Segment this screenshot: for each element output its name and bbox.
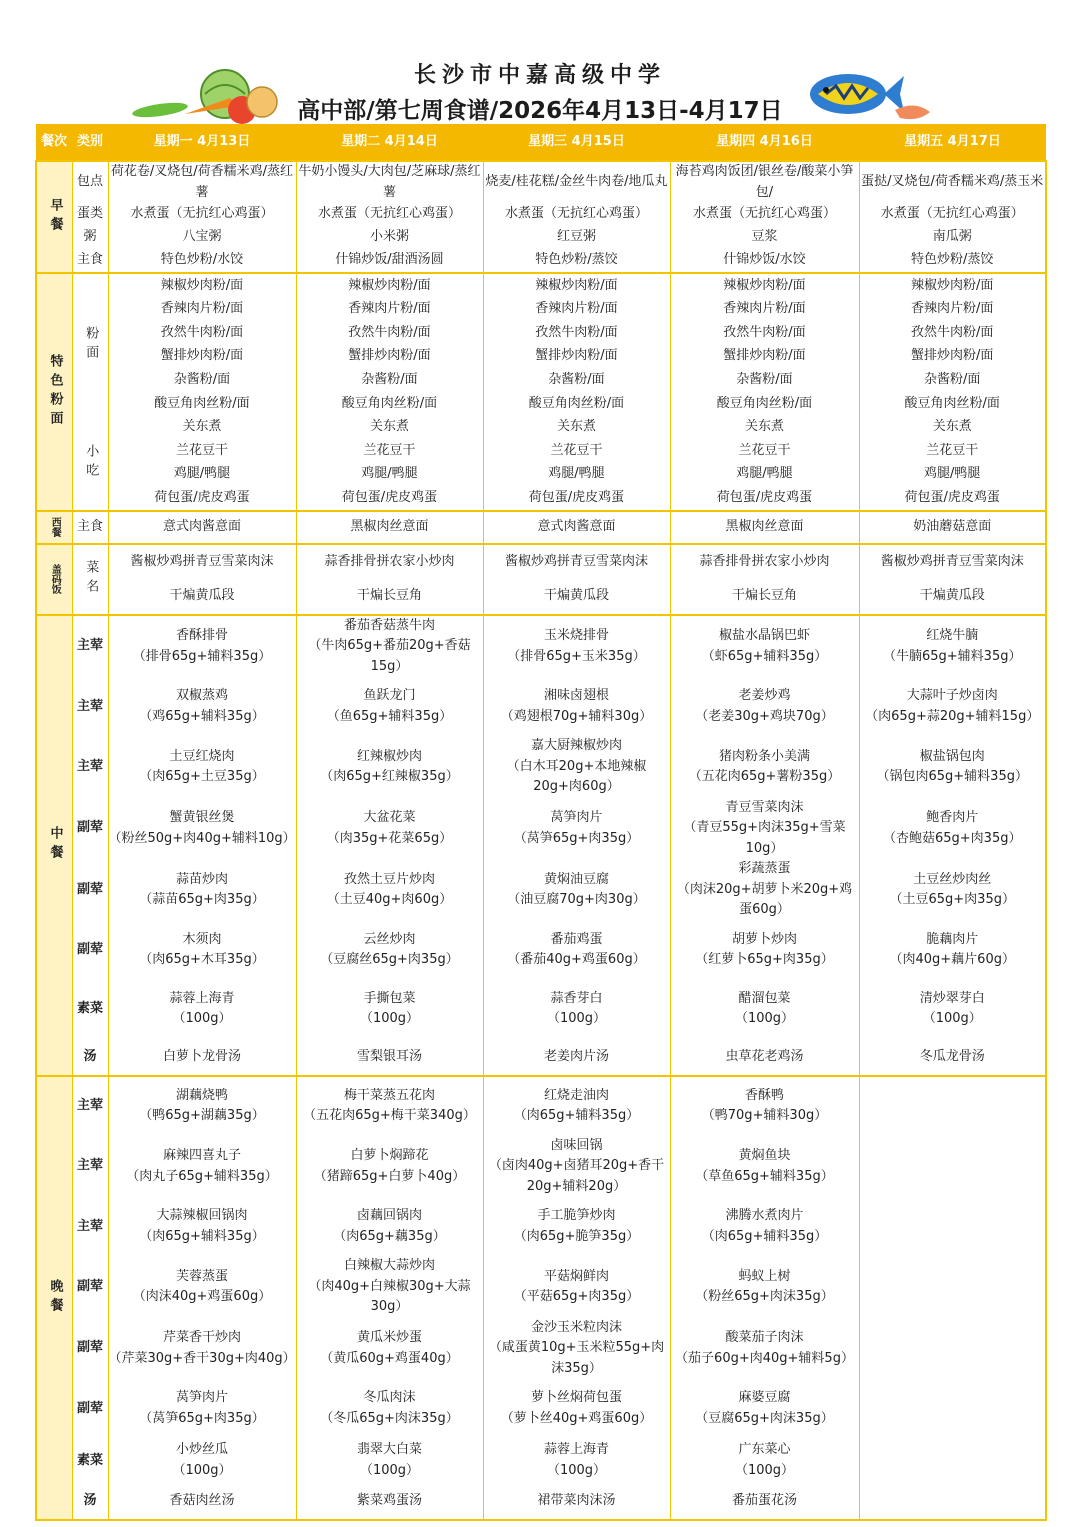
menu-cell: 大盆花菜 （肉35g+花菜65g） <box>296 798 483 860</box>
noodle-row <box>36 463 1046 487</box>
menu-table <box>35 124 1047 1521</box>
menu-cell: 鲍香肉片 （杏鲍菇65g+肉35g） <box>859 798 1046 860</box>
menu-cell: 椒盐锅包肉 （锅包肉65g+辅料35g） <box>859 736 1046 798</box>
category-label: 主荤 <box>76 1218 103 1234</box>
menu-cell: 辣椒炒肉粉/面 <box>296 273 483 298</box>
menu-cell: 清炒翠芽白 （100g） <box>859 980 1046 1039</box>
menu-cell: 特色炒粉/蒸饺 <box>859 249 1046 273</box>
breakfast-row <box>36 226 1046 249</box>
menu-cell: 小米粥 <box>296 226 483 249</box>
menu-cell: 酸豆角肉丝粉/面 <box>859 392 1046 416</box>
menu-cell: 黄瓜米炒蛋 （黄瓜60g+鸡蛋40g） <box>296 1318 483 1380</box>
menu-cell: 蟹排炒肉粉/面 <box>859 345 1046 369</box>
dinner-row <box>36 1076 1046 1136</box>
category-label: 汤 <box>83 1048 97 1064</box>
menu-cell: 特色炒粉/蒸饺 <box>483 249 670 273</box>
menu-cell: 翡翠大白菜 （100g） <box>296 1438 483 1483</box>
category-label: 小吃 <box>83 443 99 482</box>
menu-cell <box>859 1483 1046 1520</box>
category-label: 包点 <box>76 174 103 190</box>
menu-cell: 干煸黄瓜段 <box>483 579 670 615</box>
menu-cell: 大蒜叶子炒卤肉 （肉65g+蒜20g+辅料15g） <box>859 677 1046 736</box>
menu-cell: 八宝粥 <box>108 226 296 249</box>
menu-cell <box>859 1076 1046 1136</box>
menu-cell: 卤味回锅 （卤肉40g+卤猪耳20g+香干20g+辅料20g） <box>483 1136 670 1198</box>
menu-cell: 蒜香排骨拼农家小炒肉 <box>296 544 483 580</box>
menu-cell: 鸡腿/鸭腿 <box>296 463 483 487</box>
menu-cell: 关东煮 <box>859 416 1046 440</box>
menu-cell: 白辣椒大蒜炒肉 （肉40g+白辣椒30g+大蒜30g） <box>296 1256 483 1318</box>
breakfast-row <box>36 249 1046 273</box>
menu-cell: 蟹排炒肉粉/面 <box>483 345 670 369</box>
menu-cell: 孜然土豆片炒肉 （土豆40g+肉60g） <box>296 859 483 921</box>
breakfast-row <box>36 161 1046 203</box>
menu-cell: 酱椒炒鸡拼青豆雪菜肉沫 <box>108 544 296 580</box>
noodle-row <box>36 273 1046 298</box>
menu-cell: 孜然牛肉粉/面 <box>670 321 859 345</box>
menu-cell: 黄焖鱼块 （草鱼65g+辅料35g） <box>670 1136 859 1198</box>
dinner-row <box>36 1318 1046 1380</box>
menu-cell: 水煮蛋（无抗红心鸡蛋） <box>859 203 1046 226</box>
menu-cell: 豆浆 <box>670 226 859 249</box>
menu-cell: 什锦炒饭/甜酒汤圆 <box>296 249 483 273</box>
menu-cell: 香辣肉片粉/面 <box>108 298 296 322</box>
menu-cell: 香辣肉片粉/面 <box>483 298 670 322</box>
category-label: 副荤 <box>76 881 103 897</box>
category-label: 主食 <box>76 252 103 268</box>
menu-cell: 萝卜丝焖荷包蛋 （萝卜丝40g+鸡蛋60g） <box>483 1379 670 1438</box>
menu-cell: 兰花豆干 <box>670 439 859 463</box>
menu-cell: 杂酱粉/面 <box>108 368 296 392</box>
menu-cell: 胡萝卜炒肉 （红萝卜65g+肉35g） <box>670 921 859 980</box>
menu-cell: 关东煮 <box>483 416 670 440</box>
menu-cell: 荷花卷/叉烧包/荷香糯米鸡/蒸红薯 <box>108 161 296 203</box>
menu-cell: 辣椒炒肉粉/面 <box>670 273 859 298</box>
menu-cell: 水煮蛋（无抗红心鸡蛋） <box>483 203 670 226</box>
menu-cell <box>859 1197 1046 1256</box>
menu-cell: 烧麦/桂花糕/金丝牛肉卷/地瓜丸 <box>483 161 670 203</box>
menu-cell: 海苔鸡肉饭团/银丝卷/酸菜小笋包/ <box>670 161 859 203</box>
menu-cell: 荷包蛋/虎皮鸡蛋 <box>859 486 1046 511</box>
noodle-row <box>36 368 1046 392</box>
menu-cell: 莴笋肉片 （莴笋65g+肉35g） <box>108 1379 296 1438</box>
menu-cell: 蛋挞/叉烧包/荷香糯米鸡/蒸玉米 <box>859 161 1046 203</box>
menu-cell: 手工脆笋炒肉 （肉65g+脆笋35g） <box>483 1197 670 1256</box>
noodle-row <box>36 392 1046 416</box>
menu-cell: 水煮蛋（无抗红心鸡蛋） <box>108 203 296 226</box>
menu-cell: 蒜蓉上海青 （100g） <box>483 1438 670 1483</box>
western-row <box>36 511 1046 544</box>
menu-cell: 番茄蛋花汤 <box>670 1483 859 1520</box>
category-label: 主荤 <box>76 1158 103 1174</box>
noodle-row <box>36 298 1046 322</box>
menu-cell <box>859 1438 1046 1483</box>
category-label: 蛋类 <box>76 206 103 222</box>
category-label: 副荤 <box>76 1400 103 1416</box>
lunch-row <box>36 859 1046 921</box>
category-label: 素菜 <box>76 1001 103 1017</box>
menu-cell: 酱椒炒鸡拼青豆雪菜肉沫 <box>483 544 670 580</box>
menu-cell: 鸡腿/鸭腿 <box>670 463 859 487</box>
menu-cell: 鸡腿/鸭腿 <box>859 463 1046 487</box>
menu-cell: 干煸长豆角 <box>670 579 859 615</box>
menu-cell: 芙蓉蒸蛋 （肉沫40g+鸡蛋60g） <box>108 1256 296 1318</box>
rice-row <box>36 579 1046 615</box>
menu-cell: 麻婆豆腐 （豆腐65g+肉沫35g） <box>670 1379 859 1438</box>
meal-label-western: 西餐 <box>36 511 72 544</box>
day-header: 星期一 4月13日 <box>108 124 296 161</box>
dinner-row <box>36 1197 1046 1256</box>
noodle-row <box>36 486 1046 511</box>
meal-label-dinner: 晚餐 <box>36 1076 72 1521</box>
menu-cell: 荷包蛋/虎皮鸡蛋 <box>670 486 859 511</box>
menu-cell: 彩蔬蒸蛋 （肉沫20g+胡萝卜米20g+鸡蛋60g） <box>670 859 859 921</box>
menu-cell: 香辣肉片粉/面 <box>296 298 483 322</box>
menu-cell: 荷包蛋/虎皮鸡蛋 <box>483 486 670 511</box>
lunch-row <box>36 798 1046 860</box>
menu-cell: 特色炒粉/水饺 <box>108 249 296 273</box>
meal-label-breakfast: 早餐 <box>36 161 72 273</box>
menu-cell: 兰花豆干 <box>108 439 296 463</box>
menu-cell: 雪梨银耳汤 <box>296 1039 483 1076</box>
category-header: 类别 <box>72 124 108 161</box>
category-label: 主荤 <box>76 758 103 774</box>
menu-cell: 老姜肉片汤 <box>483 1039 670 1076</box>
menu-cell: 番茄香菇蒸牛肉 （牛肉65g+番茄20g+香菇15g） <box>296 615 483 678</box>
dinner-row <box>36 1136 1046 1198</box>
menu-cell: 平菇焖鲜肉 （平菇65g+肉35g） <box>483 1256 670 1318</box>
category-label: 副荤 <box>76 820 103 836</box>
menu-cell: 辣椒炒肉粉/面 <box>859 273 1046 298</box>
menu-cell: 香辣肉片粉/面 <box>670 298 859 322</box>
menu-cell: 关东煮 <box>296 416 483 440</box>
category-label: 主荤 <box>76 698 103 714</box>
menu-cell: 白萝卜焖蹄花 （猪蹄65g+白萝卜40g） <box>296 1136 483 1198</box>
menu-cell: 莴笋肉片 （莴笋65g+肉35g） <box>483 798 670 860</box>
lunch-section <box>36 615 1046 1076</box>
menu-cell: 酸菜茄子肉沫 （茄子60g+肉40g+辅料5g） <box>670 1318 859 1380</box>
noodle-section <box>36 273 1046 511</box>
menu-cell: 水煮蛋（无抗红心鸡蛋） <box>296 203 483 226</box>
menu-cell: 干煸黄瓜段 <box>859 579 1046 615</box>
menu-cell: 酱椒炒鸡拼青豆雪菜肉沫 <box>859 544 1046 580</box>
menu-cell <box>859 1136 1046 1198</box>
menu-cell: 兰花豆干 <box>483 439 670 463</box>
menu-cell: 小炒丝瓜 （100g） <box>108 1438 296 1483</box>
category-label: 粥 <box>83 229 97 245</box>
menu-cell: 奶油蘑菇意面 <box>859 511 1046 544</box>
dinner-section <box>36 1076 1046 1521</box>
menu-cell: 黑椒肉丝意面 <box>296 511 483 544</box>
menu-cell: 辣椒炒肉粉/面 <box>483 273 670 298</box>
menu-cell: 土豆红烧肉 （肉65g+土豆35g） <box>108 736 296 798</box>
noodle-row <box>36 345 1046 369</box>
lunch-row <box>36 1039 1046 1076</box>
menu-cell: 蟹排炒肉粉/面 <box>670 345 859 369</box>
menu-cell: 孜然牛肉粉/面 <box>296 321 483 345</box>
menu-cell: 关东煮 <box>108 416 296 440</box>
day-header: 星期二 4月14日 <box>296 124 483 161</box>
menu-cell: 白萝卜龙骨汤 <box>108 1039 296 1076</box>
menu-cell: 荷包蛋/虎皮鸡蛋 <box>296 486 483 511</box>
menu-cell: 鸡腿/鸭腿 <box>108 463 296 487</box>
menu-cell: 云丝炒肉 （豆腐丝65g+肉35g） <box>296 921 483 980</box>
meal-label-lunch: 中餐 <box>36 615 72 1076</box>
category-label: 主荤 <box>76 638 103 654</box>
menu-cell <box>859 1318 1046 1380</box>
menu-cell: 沸腾水煮肉片 （肉65g+辅料35g） <box>670 1197 859 1256</box>
menu-cell: 湖藕烧鸭 （鸭65g+湖藕35g） <box>108 1076 296 1136</box>
menu-cell: 嘉大厨辣椒炒肉 （白木耳20g+本地辣椒20g+肉60g） <box>483 736 670 798</box>
menu-cell: 荷包蛋/虎皮鸡蛋 <box>108 486 296 511</box>
menu-cell: 黄焖油豆腐 （油豆腐70g+肉30g） <box>483 859 670 921</box>
menu-cell: 牛奶小馒头/大肉包/芝麻球/蒸红薯 <box>296 161 483 203</box>
breakfast-section <box>36 161 1046 273</box>
category-label: 粉面 <box>83 325 99 364</box>
menu-cell <box>859 1379 1046 1438</box>
dinner-row <box>36 1379 1046 1438</box>
menu-cell: 意式肉酱意面 <box>483 511 670 544</box>
menu-cell: 杂酱粉/面 <box>296 368 483 392</box>
menu-cell: 湘味卤翅根 （鸡翅根70g+辅料30g） <box>483 677 670 736</box>
menu-cell: 冬瓜龙骨汤 <box>859 1039 1046 1076</box>
menu-cell: 红辣椒炒肉 （肉65g+红辣椒35g） <box>296 736 483 798</box>
menu-cell: 番茄鸡蛋 （番茄40g+鸡蛋60g） <box>483 921 670 980</box>
day-header: 星期五 4月17日 <box>859 124 1046 161</box>
menu-cell: 金沙玉米粒肉沫 （咸蛋黄10g+玉米粒55g+肉沫35g） <box>483 1318 670 1380</box>
menu-cell: 酸豆角肉丝粉/面 <box>483 392 670 416</box>
category-label: 副荤 <box>76 1278 103 1294</box>
school-name: 长沙市中嘉高级中学 <box>413 63 666 88</box>
menu-cell: 脆藕肉片 （肉40g+藕片60g） <box>859 921 1046 980</box>
meal-label-rice: 盖码饭 <box>36 544 72 615</box>
menu-cell: 香酥鸭 （鸭70g+辅料30g） <box>670 1076 859 1136</box>
menu-cell: 蟹黄银丝煲 （粉丝50g+肉40g+辅料10g） <box>108 798 296 860</box>
menu-cell: 蒜香排骨拼农家小炒肉 <box>670 544 859 580</box>
category-label: 主食 <box>76 519 103 535</box>
noodle-row <box>36 416 1046 440</box>
rice-row <box>36 544 1046 580</box>
category-label: 副荤 <box>76 942 103 958</box>
menu-cell: 酸豆角肉丝粉/面 <box>108 392 296 416</box>
menu-cell: 双椒蒸鸡 （鸡65g+辅料35g） <box>108 677 296 736</box>
menu-cell: 手撕包菜 （100g） <box>296 980 483 1039</box>
category-label: 主荤 <box>76 1098 103 1114</box>
lunch-row <box>36 921 1046 980</box>
noodle-row <box>36 321 1046 345</box>
menu-cell: 孜然牛肉粉/面 <box>108 321 296 345</box>
lunch-row <box>36 980 1046 1039</box>
menu-cell: 蟹排炒肉粉/面 <box>108 345 296 369</box>
menu-cell: 蟹排炒肉粉/面 <box>296 345 483 369</box>
page-header <box>0 0 1080 125</box>
menu-cell: 蒜蓉上海青 （100g） <box>108 980 296 1039</box>
menu-cell: 香辣肉片粉/面 <box>859 298 1046 322</box>
menu-cell: 猪肉粉条小美满 （五花肉65g+薯粉35g） <box>670 736 859 798</box>
lunch-row <box>36 615 1046 678</box>
menu-cell: 椒盐水晶锅巴虾 （虾65g+辅料35g） <box>670 615 859 678</box>
day-header: 星期四 4月16日 <box>670 124 859 161</box>
menu-cell: 兰花豆干 <box>859 439 1046 463</box>
dinner-row <box>36 1256 1046 1318</box>
menu-cell: 孜然牛肉粉/面 <box>483 321 670 345</box>
menu-cell: 黑椒肉丝意面 <box>670 511 859 544</box>
menu-cell: 青豆雪菜肉沫 （青豆55g+肉沫35g+雪菜10g） <box>670 798 859 860</box>
menu-cell: 蚂蚁上树 （粉丝65g+肉沫35g） <box>670 1256 859 1318</box>
menu-cell: 香菇肉丝汤 <box>108 1483 296 1520</box>
menu-cell: 意式肉酱意面 <box>108 511 296 544</box>
menu-cell: 醋溜包菜 （100g） <box>670 980 859 1039</box>
menu-cell: 南瓜粥 <box>859 226 1046 249</box>
menu-cell: 玉米烧排骨 （排骨65g+玉米35g） <box>483 615 670 678</box>
category-label: 素菜 <box>76 1452 103 1468</box>
western-section <box>36 511 1046 544</box>
menu-cell: 杂酱粉/面 <box>859 368 1046 392</box>
menu-cell: 芹菜香干炒肉 （芹菜30g+香干30g+肉40g） <box>108 1318 296 1380</box>
menu-cell: 广东菜心 （100g） <box>670 1438 859 1483</box>
menu-cell: 鱼跃龙门 （鱼65g+辅料35g） <box>296 677 483 736</box>
lunch-row <box>36 736 1046 798</box>
fish-icon <box>800 64 940 124</box>
menu-cell: 关东煮 <box>670 416 859 440</box>
menu-cell: 土豆丝炒肉丝 （土豆65g+肉35g） <box>859 859 1046 921</box>
menu-cell: 大蒜辣椒回锅肉 （肉65g+辅料35g） <box>108 1197 296 1256</box>
lunch-row <box>36 677 1046 736</box>
menu-cell: 酸豆角肉丝粉/面 <box>296 392 483 416</box>
meal-header: 餐次 <box>36 124 72 161</box>
category-label: 汤 <box>83 1493 97 1509</box>
page-title: 高中部/第七周食谱/2026年4月13日-4月17日 <box>297 98 783 124</box>
menu-cell: 蒜香芽白 （100g） <box>483 980 670 1039</box>
menu-cell: 虫草花老鸡汤 <box>670 1039 859 1076</box>
menu-cell: 杂酱粉/面 <box>670 368 859 392</box>
menu-cell: 冬瓜肉沫 （冬瓜65g+肉沫35g） <box>296 1379 483 1438</box>
menu-cell <box>859 1256 1046 1318</box>
menu-cell: 干煸长豆角 <box>296 579 483 615</box>
menu-cell: 裙带菜肉沫汤 <box>483 1483 670 1520</box>
rice-section <box>36 544 1046 615</box>
menu-cell: 香酥排骨 （排骨65g+辅料35g） <box>108 615 296 678</box>
menu-cell: 梅干菜蒸五花肉 （五花肉65g+梅干菜340g） <box>296 1076 483 1136</box>
category-label: 菜名 <box>83 560 99 599</box>
menu-cell: 酸豆角肉丝粉/面 <box>670 392 859 416</box>
menu-cell: 红烧牛腩 （牛腩65g+辅料35g） <box>859 615 1046 678</box>
menu-cell: 麻辣四喜丸子 （肉丸子65g+辅料35g） <box>108 1136 296 1198</box>
menu-cell: 老姜炒鸡 （老姜30g+鸡块70g） <box>670 677 859 736</box>
noodle-row <box>36 439 1046 463</box>
menu-cell: 红豆粥 <box>483 226 670 249</box>
menu-cell: 兰花豆干 <box>296 439 483 463</box>
table-header <box>36 124 1046 161</box>
dinner-row <box>36 1483 1046 1520</box>
menu-cell: 辣椒炒肉粉/面 <box>108 273 296 298</box>
menu-cell: 杂酱粉/面 <box>483 368 670 392</box>
menu-cell: 水煮蛋（无抗红心鸡蛋） <box>670 203 859 226</box>
menu-cell: 干煸黄瓜段 <box>108 579 296 615</box>
breakfast-row <box>36 203 1046 226</box>
day-header: 星期三 4月15日 <box>483 124 670 161</box>
category-label: 副荤 <box>76 1340 103 1356</box>
menu-cell: 卤藕回锅肉 （肉65g+藕35g） <box>296 1197 483 1256</box>
menu-cell: 什锦炒饭/水饺 <box>670 249 859 273</box>
menu-cell: 鸡腿/鸭腿 <box>483 463 670 487</box>
menu-cell: 紫菜鸡蛋汤 <box>296 1483 483 1520</box>
meal-label-noodles: 特色粉面 <box>36 273 72 511</box>
menu-cell: 蒜苗炒肉 （蒜苗65g+肉35g） <box>108 859 296 921</box>
dinner-row <box>36 1438 1046 1483</box>
menu-cell: 红烧走油肉 （肉65g+辅料35g） <box>483 1076 670 1136</box>
menu-cell: 木须肉 （肉65g+木耳35g） <box>108 921 296 980</box>
menu-cell: 孜然牛肉粉/面 <box>859 321 1046 345</box>
